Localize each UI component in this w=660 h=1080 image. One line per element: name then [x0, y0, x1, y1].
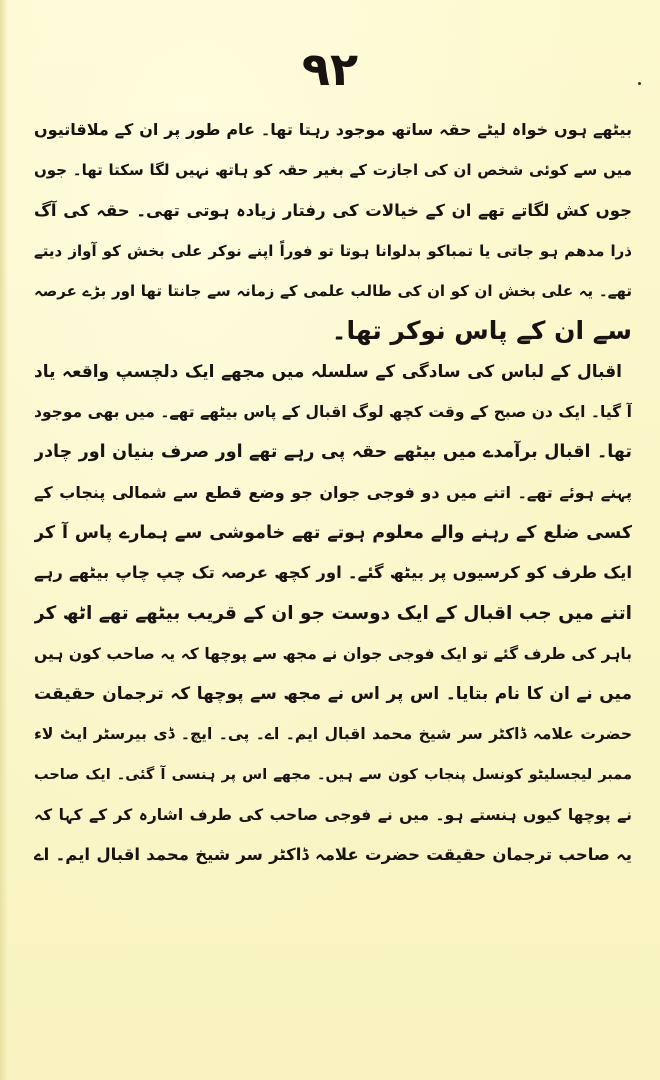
text-line: ایک طرف کو کرسیوں پر بیٹھ گئے۔ اور کچھ عرصہ تک چپ چاپ بیٹھے رہے	[34, 563, 632, 583]
text-line: ذرا مدھم ہو جاتی یا تمباکو بدلوانا ہوتا تو فوراً اپنے نوکر علی بخش کو آواز دیتے	[34, 241, 632, 260]
text-line: میں سے کوئی شخص ان کی اجازت کے بغیر حقہ کو ہاتھ نہیں لگا سکتا تھا۔ جوں	[34, 161, 632, 180]
page-binding-shadow	[0, 0, 8, 1080]
text-line: پہنے ہوئے تھے۔ اتنے میں دو فوجی جوان جو وضع قطع سے شمالی پنجاب کے	[34, 482, 632, 502]
text-line: باہر کی طرف گئے تو ایک فوجی جوان نے مجھ سے پوچھا کہ یہ صاحب کون ہیں	[34, 644, 632, 663]
text-line: تھا۔ اقبال برآمدے میں بیٹھے حقہ پی رہے تھے اور صرف بنیان اور چادر	[34, 442, 632, 463]
text-line: یہ صاحب ترجمان حقیقت حضرت علامہ ڈاکٹر سر شیخ محمد اقبال ایم۔ اے	[34, 845, 632, 865]
text-line: تھے۔ یہ علی بخش ان کو ان کی طالب علمی کے زمانہ سے جانتا تھا اور بڑے عرصہ	[34, 282, 632, 301]
text-line: حضرت علامہ ڈاکٹر سر شیخ محمد اقبال ایم۔ اے۔ پی۔ ایچ۔ ڈی بیرسٹر ایٹ لاء	[34, 725, 632, 744]
page-number: ۹۲	[301, 42, 359, 96]
text-line: سے ان کے پاس نوکر تھا۔	[331, 316, 632, 346]
body-text	[34, 110, 632, 876]
text-line: ممبر لیجسلیٹو کونسل پنجاب کون سے ہیں۔ مجھے اس پر ہنسی آ گئی۔ ایک صاحب	[34, 766, 632, 783]
text-line: آ گیا۔ ایک دن صبح کے وقت کچھ لوگ اقبال کے پاس بیٹھے تھے۔ میں بھی موجود	[34, 403, 632, 422]
text-line: اتنے میں جب اقبال کے ایک دوست جو ان کے قریب بیٹھے تھے اٹھ کر	[34, 602, 632, 624]
text-line: جوں کش لگاتے تھے ان کے خیالات کی رفتار زیادہ ہوتی تھی۔ حقہ کی آگ	[34, 200, 632, 220]
text-line: میں نے ان کا نام بتایا۔ اس پر اس نے مجھ سے پوچھا کہ ترجمان حقیقت	[34, 684, 632, 705]
text-line: نے پوچھا کیوں ہنستے ہو۔ میں نے فوجی صاحب کی طرف اشارہ کر کے کہا کہ	[34, 806, 632, 825]
text-line: بیٹھے ہوں خواہ لیٹے حقہ ساتھ موجود رہتا تھا۔ عام طور پر ان کے ملاقاتیوں	[34, 120, 632, 139]
text-line: کسی ضلع کے رہنے والے معلوم ہوتے تھے خاموشی سے ہمارے پاس آ کر	[34, 522, 632, 543]
paper-speck	[638, 82, 641, 85]
text-line: اقبال کے لباس کی سادگی کے سلسلہ میں مجھے ایک دلچسپ واقعہ یاد	[34, 361, 622, 382]
